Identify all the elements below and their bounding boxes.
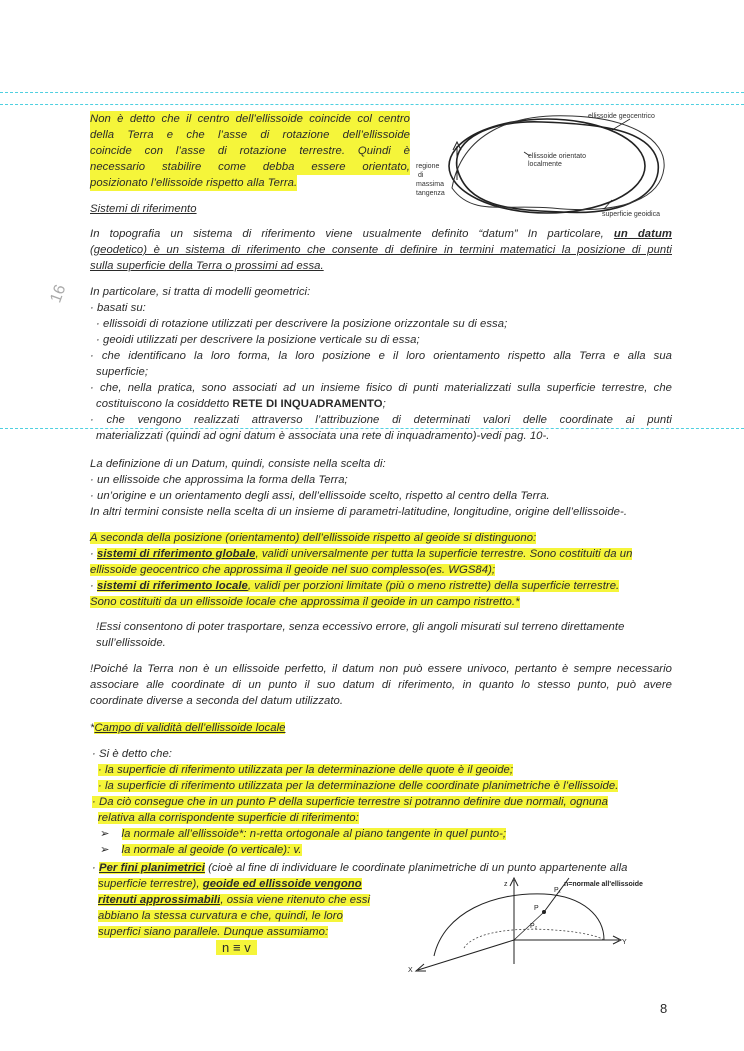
label-y: Y: [622, 939, 627, 946]
intro-paragraph: [90, 111, 410, 191]
datum-univocity-paragraph: !Poiché la Terra non è un ellissoide perfetto, il datum non può essere univoco, pertanto è sempre necessario associare alle coordinate di un punto il suo datum di riferimento, in quanto lo stesso punto, può avere coordinate diverse a seconda del datum utilizzato.: [90, 663, 672, 707]
label-region: massima: [416, 181, 445, 188]
label-p: P: [534, 905, 539, 912]
section-title-campo: *Campo di validità dell’ellissoide locale: [90, 722, 286, 734]
label-normal: n=normale all'ellissoide: [564, 881, 643, 888]
label-p1: P₁: [554, 887, 562, 894]
page-number: 8: [660, 1001, 668, 1016]
datum-definition-paragraph: In topografia un sistema di riferimento viene usualmente definito “datum” In particolare, un datum (geodetico) è un sistema di riferimento che consente di definire in termini matematici la posizione di punti sulla superficie della Terra o prossimi ad essa.: [90, 228, 672, 272]
ellipsoid-diagram: [412, 108, 674, 220]
radius-line: [514, 912, 544, 940]
label-oriented: ellissoide orientato: [528, 153, 586, 160]
reference-systems-paragraph: A seconda della posizione (orientamento) dell’ellissoide rispetto al geoide si distinguono: · sistemi di riferimento globale, validi universalmente per tutta la superficie terrestre. Sono costituiti da un ellissoide geocentrico che approssima il geoide nel suo complesso(es. WGS84); · sistemi di riferimento locale, validi per porzioni limitate (più o meno ristrette) della superficie terrestre. Sono costituiti da un ellissoide locale che approssima il geoide in un campo ristretto.*: [90, 532, 633, 608]
planimetric-paragraph: · Per fini planimetrici (cioè al fine di individuare le coordinate planimetriche di un punto appartenente alla superficie terrestre), geoide ed ellissoide vengono ritenuti approssimabili, ossia viene ritenuto che essi abbiano la stessa curvatura e che, quindi, le loro superfici siano parallele. Dunque assumiamo: n ≡ v: [92, 862, 628, 955]
arrow-bullet-icon: ➢: [100, 844, 110, 856]
section-title-sistemi: Sistemi di riferimento: [90, 203, 197, 215]
x-axis: [418, 940, 514, 970]
intro-line: Non è detto che il centro dell’ellissoide coincide col centro: [90, 113, 410, 125]
normals-paragraph: · Si è detto che: · la superficie di riferimento utilizzata per la determinazione delle quote è il geoide; · la superficie di riferimento utilizzata per la determinazione delle coordinate planimetriche è l’ellissoide. · Da ciò consegue che in un punto P della superficie terrestre si potranno definire due normali, ognuna relativa alla corrispondente superficie di riferimento: ➢ la normale all’ellissoide*: n-retta ortogonale al piano tangente in quel punto-; ➢ la normale al geoide (o verticale): v.: [92, 748, 619, 856]
equator-curve: [464, 929, 604, 948]
label-p2: P₂: [530, 923, 538, 930]
normals-diagram: [404, 872, 644, 980]
margin-note: 16: [47, 282, 70, 306]
intro-line: posizionato l’ellissoide rispetto alla Terra.: [90, 177, 298, 189]
label-geoid: superficie geoidica: [602, 211, 660, 218]
formula: n ≡ v: [216, 940, 257, 955]
label-oriented: localmente: [528, 161, 562, 168]
point-p: [542, 910, 546, 914]
datum-choice-paragraph: La definizione di un Datum, quindi, consiste nella scelta di: · un ellissoide che approssima la forma della Terra; · un’origine e un orientamento degli assi, dell’ellissoide scelto, rispetto al centro della Terra. In altri termini consiste nella scelta di un insieme di parametri-latitudine, longitudine, origine dell’ellissoide-.: [90, 458, 628, 518]
intro-line: coincide con l’asse di rotazione terrestre. Quindi è: [90, 145, 410, 157]
models-paragraph: In particolare, si tratta di modelli geometrici: · basati su: · ellissoidi di rotazione utilizzati per descrivere la posizione orizzontale su di essa; · geoidi utilizzati per descrivere la posizione verticale su di essa; · che identificano la loro forma, la loro posizione e il loro orientamento rispetto alla Terra e alla sua superficie; · che, nella pratica, sono associati ad un insieme fisico di punti materializzati sulla superficie terrestre, che costituiscono la cosiddetto RETE DI INQUADRAMENTO; · che vengono realizzati attraverso l’attribuzione di determinati valori delle coordinate ai punti materializzati (quindi ad ogni datum è associata una rete di inquadramento)-vedi pag. 10-.: [90, 286, 672, 442]
label-region: regione: [416, 163, 440, 170]
intro-line: necessario stabilire come debba essere orientato,: [90, 161, 410, 173]
arrow-bullet-icon: ➢: [100, 828, 110, 840]
intro-line: della Terra e che l’asse di rotazione dell’ellissoide: [90, 129, 410, 141]
label-geocentric: ellissoide geocentrico: [588, 113, 655, 120]
scan-line: [0, 92, 744, 93]
label-region: tangenza: [416, 190, 445, 197]
label-region: di: [418, 172, 424, 179]
ellipsoid-outline: [434, 894, 604, 956]
scan-line: [0, 104, 744, 105]
label-z: z: [504, 881, 508, 888]
label-x: X: [408, 967, 413, 974]
angles-paragraph: !Essi consentono di poter trasportare, senza eccessivo errore, gli angoli misurati sul terreno direttamente sull’ellissoide.: [96, 621, 625, 649]
leader-line: [612, 119, 630, 130]
